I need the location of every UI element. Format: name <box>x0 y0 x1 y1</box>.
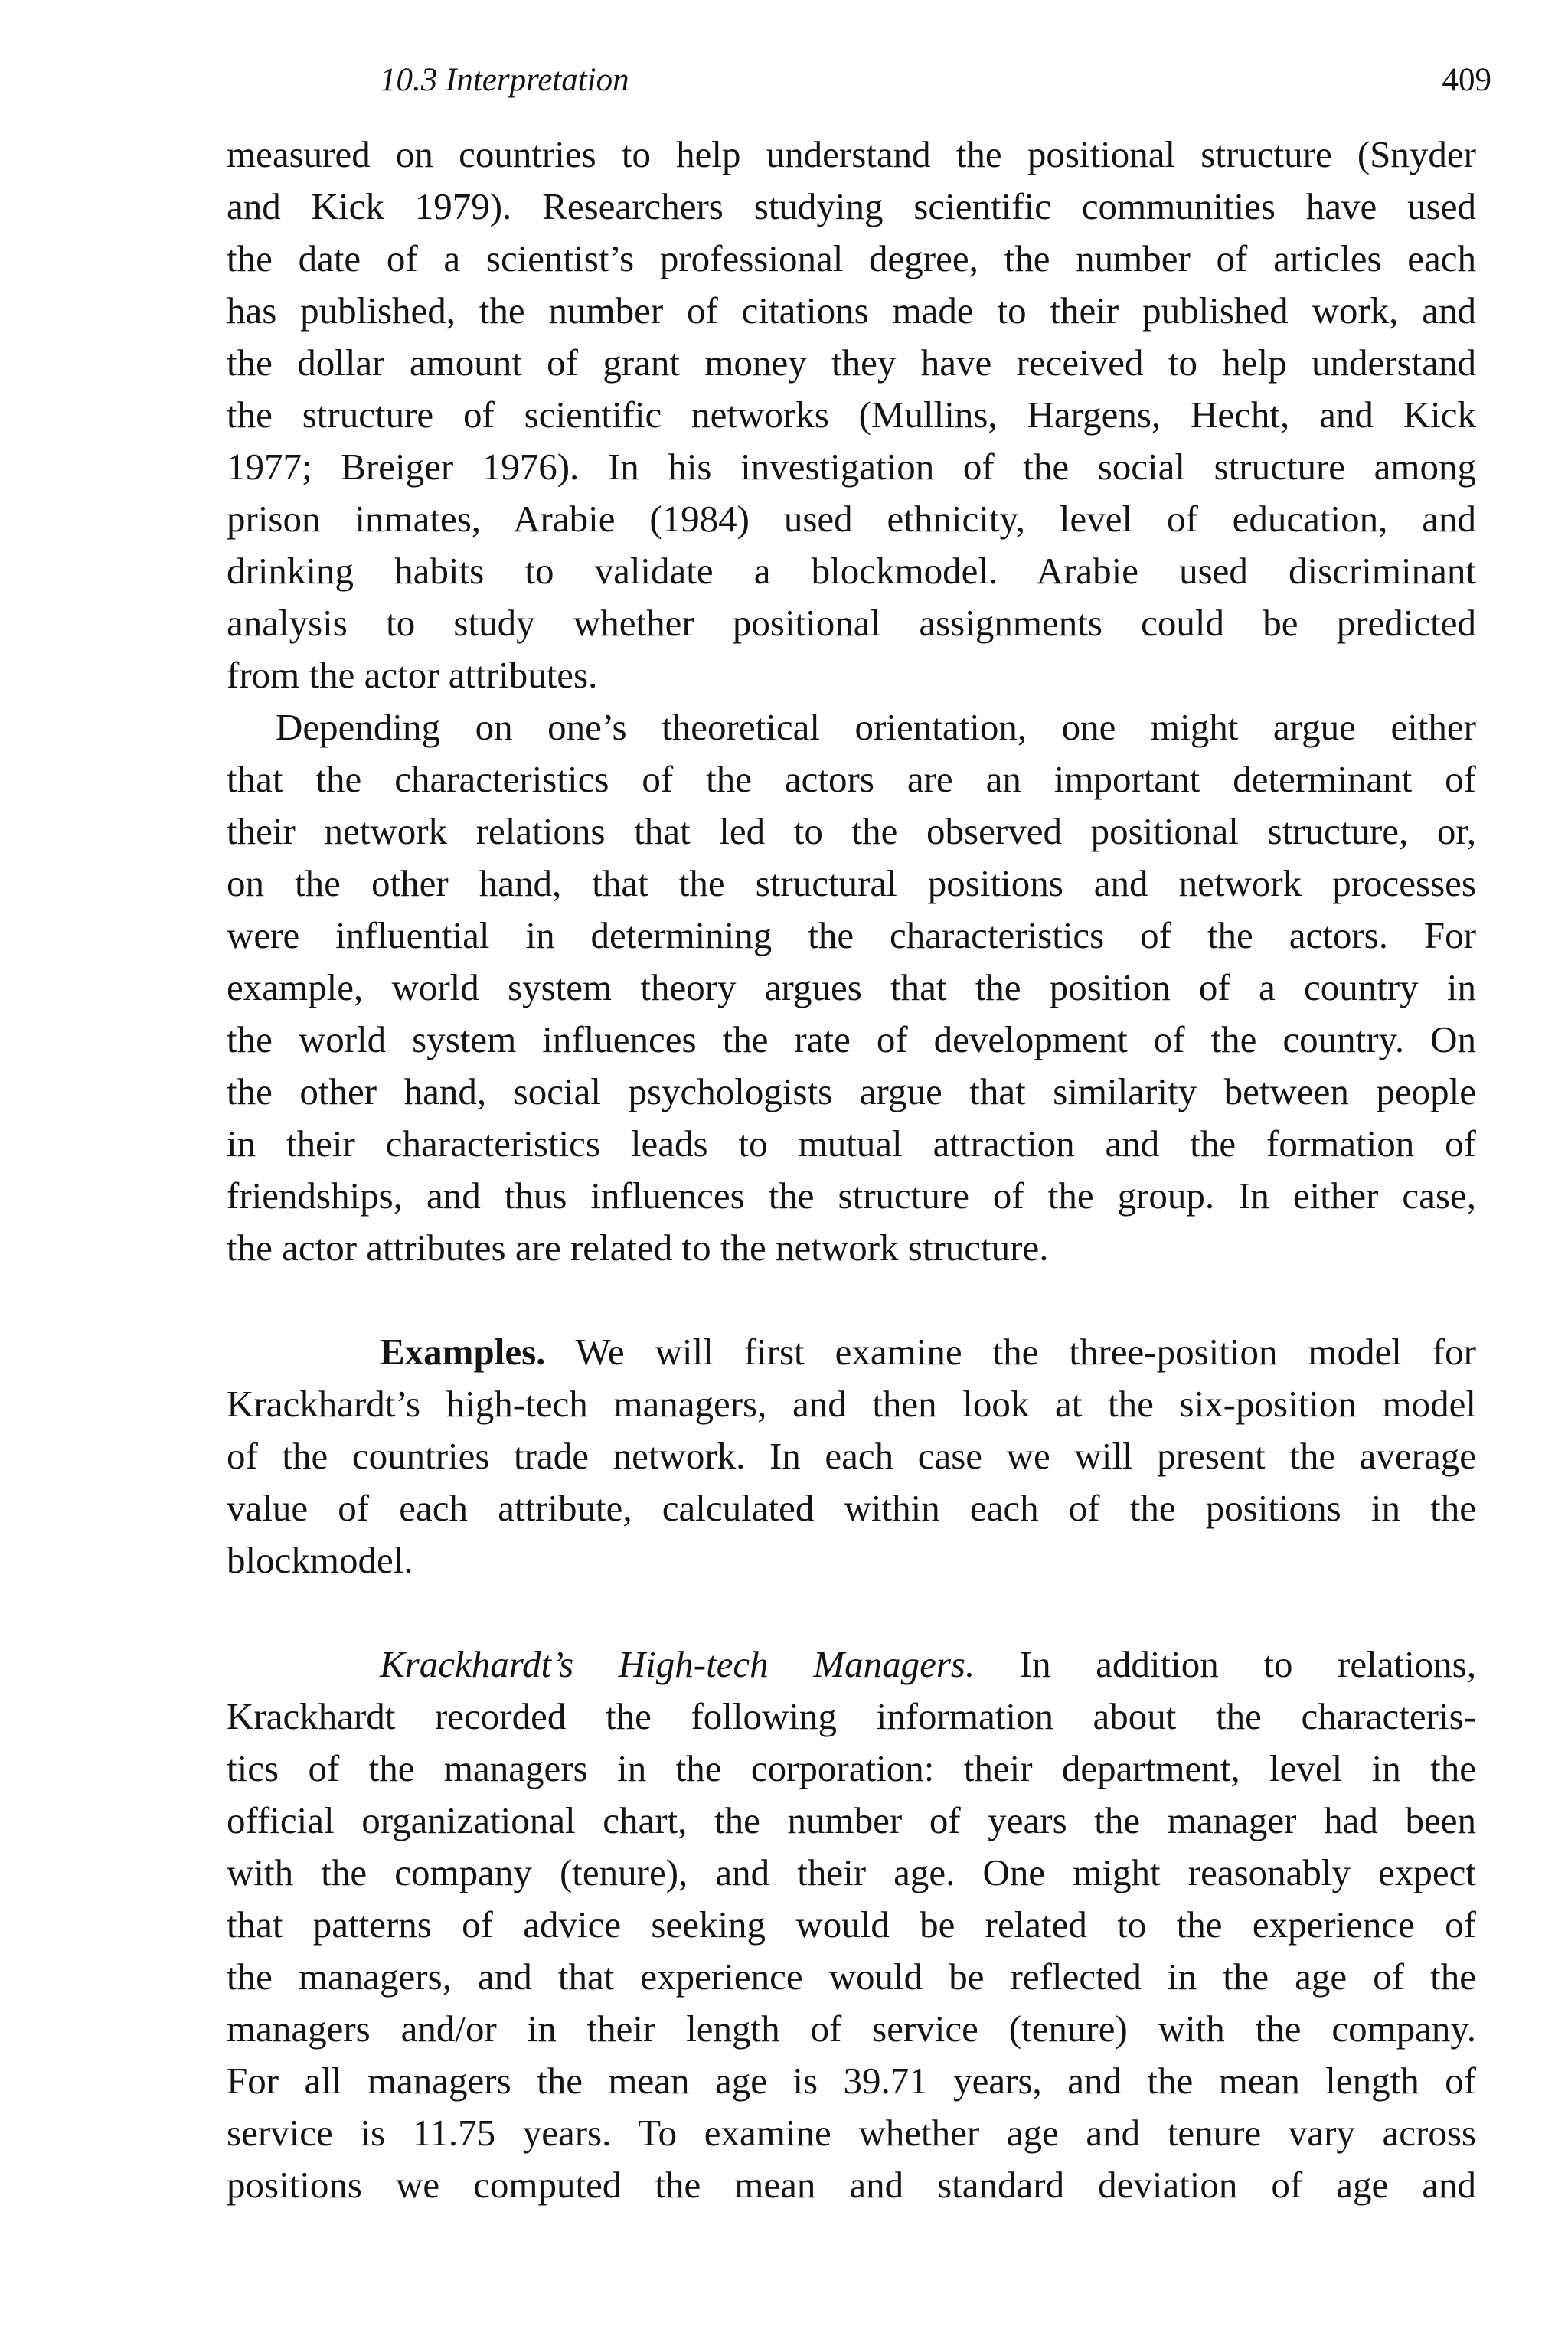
paragraph-gap <box>227 1586 1476 1638</box>
text-line: their network relations that led to the observed positional structure, or, <box>227 810 1476 852</box>
run-in-heading: Krackhardt’s High-tech Managers. <box>380 1643 975 1685</box>
text-line: Depending on one’s theoretical orientation, one might argue either <box>276 706 1476 748</box>
text-line: on the other hand, that the structural positions and network processes <box>227 862 1476 904</box>
run-in-heading: Examples. <box>380 1331 546 1373</box>
text-line <box>227 1326 1476 1378</box>
text-line: For all managers the mean age is 39.71 years, and the mean length of <box>227 2060 1476 2102</box>
text-line: in their characteristics leads to mutual attraction and the formation of <box>227 1122 1476 1165</box>
text-line: the actor attributes are related to the network structure. <box>227 1227 1049 1269</box>
text-line: that patterns of advice seeking would be related to the experience of <box>227 1903 1476 1946</box>
text-line: the dollar amount of grant money they have received to help understand <box>227 341 1476 384</box>
text-line: positions we computed the mean and standard deviation of age and <box>227 2164 1476 2206</box>
text-line: blockmodel. <box>227 1539 413 1581</box>
text-line: the structure of scientific networks (Mullins, Hargens, Hecht, and Kick <box>227 394 1476 436</box>
text-line: of the countries trade network. In each case we will present the average <box>227 1435 1476 1477</box>
text-line: managers and/or in their length of service (tenure) with the company. <box>227 2008 1476 2050</box>
text-line: friendships, and thus influences the structure of the group. In either case, <box>227 1175 1476 1217</box>
text-line: the date of a scientist’s professional degree, the number of articles each <box>227 237 1476 279</box>
text-line: and Kick 1979). Researchers studying scientific communities have used <box>227 185 1476 227</box>
text-line: the world system influences the rate of development of the country. On <box>227 1018 1476 1060</box>
text-line: the managers, and that experience would be reflected in the age of the <box>227 1955 1476 1998</box>
text-line: the other hand, social psychologists argue that similarity between people <box>227 1070 1476 1112</box>
text-line: drinking habits to validate a blockmodel. Arabie used discriminant <box>227 550 1476 592</box>
text-line: Krackhardt’s high-tech managers, and then look at the six-position model <box>227 1383 1476 1425</box>
text-line: were influential in determining the characteristics of the actors. For <box>227 914 1476 956</box>
text-line: with the company (tenure), and their age. One might reasonably expect <box>227 1851 1476 1893</box>
text-line: example, world system theory argues that the position of a country in <box>227 966 1476 1008</box>
paragraph-krackhardt <box>227 1638 1476 2211</box>
paragraph-gap <box>227 1274 1476 1326</box>
paragraph-examples <box>227 1326 1476 1586</box>
text-line: has published, the number of citations made to their published work, and <box>227 289 1476 332</box>
text-line: analysis to study whether positional assignments could be predicted <box>227 602 1476 644</box>
body-text <box>227 129 1476 2211</box>
page-number: 409 <box>1442 62 1491 98</box>
text-line-tail: In addition to relations, <box>1019 1643 1477 1685</box>
paragraph-1 <box>227 129 1476 701</box>
text-line: prison inmates, Arabie (1984) used ethnicity, level of education, and <box>227 498 1476 540</box>
text-line: service is 11.75 years. To examine whether age and tenure vary across <box>227 2112 1476 2154</box>
running-head <box>227 54 1491 107</box>
text-line-tail: We will first examine the three-position model for <box>575 1331 1476 1373</box>
text-line: 1977; Breiger 1976). In his investigation of the social structure among <box>227 446 1476 488</box>
text-line: that the characteristics of the actors are an important determinant of <box>227 758 1476 800</box>
text-line: from the actor attributes. <box>227 654 598 696</box>
text-line <box>227 1638 1476 1691</box>
paragraph-2 <box>227 701 1476 1274</box>
text-line: measured on countries to help understand the positional structure (Snyder <box>227 133 1476 175</box>
text-line: tics of the managers in the corporation: their department, level in the <box>227 1747 1476 1789</box>
text-line: official organizational chart, the number of years the manager had been <box>227 1799 1476 1841</box>
text-line: value of each attribute, calculated within each of the positions in the <box>227 1487 1476 1529</box>
section-title: 10.3 Interpretation <box>380 62 629 98</box>
text-line: Krackhardt recorded the following information about the characteris- <box>227 1695 1476 1737</box>
